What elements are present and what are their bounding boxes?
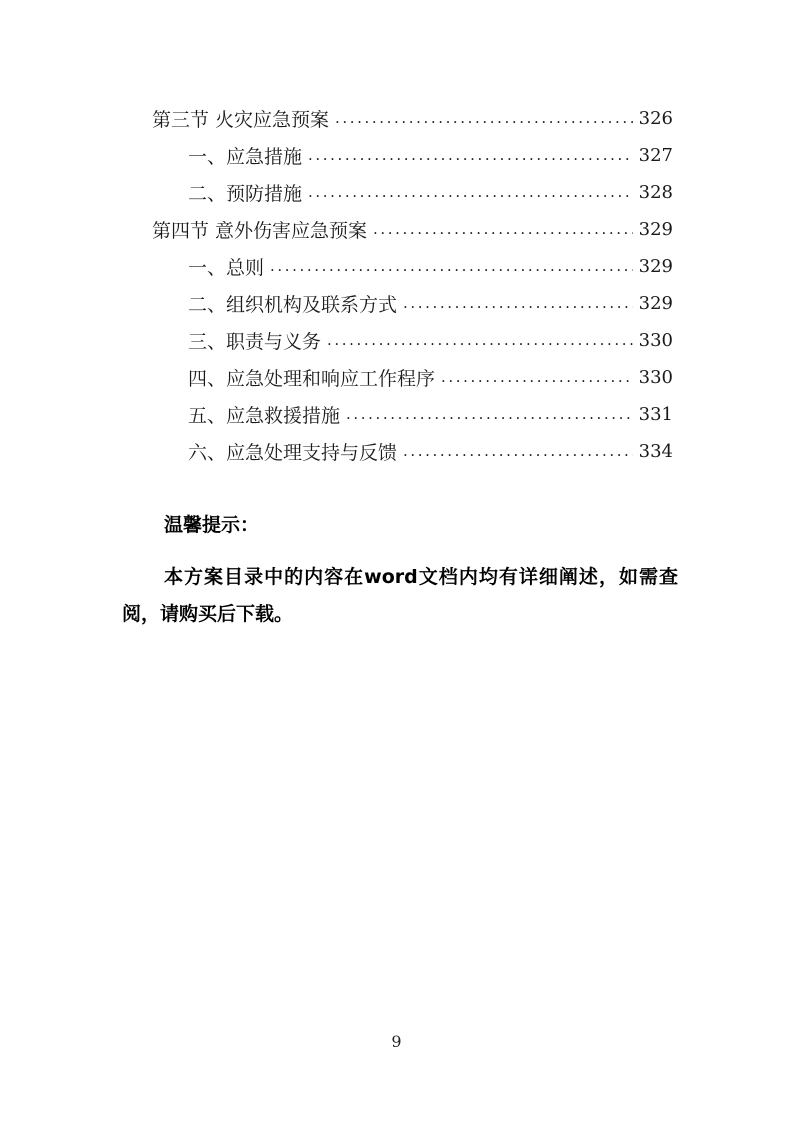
notice-title: 温馨提示： — [164, 514, 260, 536]
toc-entry-label: 第四节 意外伤害应急预案 — [152, 219, 368, 242]
toc-entry-section-3[interactable] — [152, 103, 673, 133]
toc-entry[interactable] — [188, 251, 673, 281]
toc-entry[interactable] — [188, 399, 673, 429]
toc-leader-dots — [308, 177, 633, 207]
toc-entry-page: 326 — [638, 107, 673, 129]
toc-entry-page: 329 — [638, 218, 673, 240]
toc-leader-dots — [441, 362, 633, 392]
toc-entry-page: 334 — [638, 440, 673, 462]
toc-leader-dots — [308, 140, 633, 170]
toc-entry-page: 330 — [638, 329, 673, 351]
toc-entry-label: 二、组织机构及联系方式 — [188, 293, 398, 316]
toc-leader-dots — [335, 103, 633, 133]
toc-entry-label: 第三节 火灾应急预案 — [152, 108, 330, 131]
toc-leader-dots — [327, 325, 633, 355]
toc-leader-dots — [346, 399, 633, 429]
toc-entry-label: 二、预防措施 — [188, 182, 303, 205]
notice-body: 本方案目录中的内容在word文档内均有详细阐述，如需查阅，请购买后下载。 — [122, 566, 678, 625]
toc-entry[interactable] — [188, 362, 673, 392]
toc-entry[interactable] — [188, 288, 673, 318]
toc-entry-label: 五、应急救援措施 — [188, 404, 341, 427]
toc-entry-section-4[interactable] — [152, 214, 673, 244]
toc-entry-label: 一、应急措施 — [188, 145, 303, 168]
toc-entry-label: 四、应急处理和响应工作程序 — [188, 367, 436, 390]
toc-entry-label: 六、应急处理支持与反馈 — [188, 441, 398, 464]
toc-entry-label: 一、总则 — [188, 256, 265, 279]
toc-entry-page: 330 — [638, 366, 673, 388]
toc-leader-dots — [403, 436, 633, 466]
toc-entry-label: 三、职责与义务 — [188, 330, 322, 353]
toc-leader-dots — [270, 251, 633, 281]
page-number: 9 — [391, 1032, 402, 1051]
toc-entry[interactable] — [188, 140, 673, 170]
toc-entry[interactable] — [188, 177, 673, 207]
toc-entry-page: 328 — [638, 181, 673, 203]
toc-leader-dots — [373, 214, 633, 244]
toc-entry[interactable] — [188, 325, 673, 355]
toc-entry-page: 327 — [638, 144, 673, 166]
toc-entry-page: 331 — [638, 403, 673, 425]
toc-entry[interactable] — [188, 436, 673, 466]
toc-leader-dots — [403, 288, 633, 318]
toc-entry-page: 329 — [638, 292, 673, 314]
notice-block — [122, 507, 678, 633]
toc-entry-page: 329 — [638, 255, 673, 277]
